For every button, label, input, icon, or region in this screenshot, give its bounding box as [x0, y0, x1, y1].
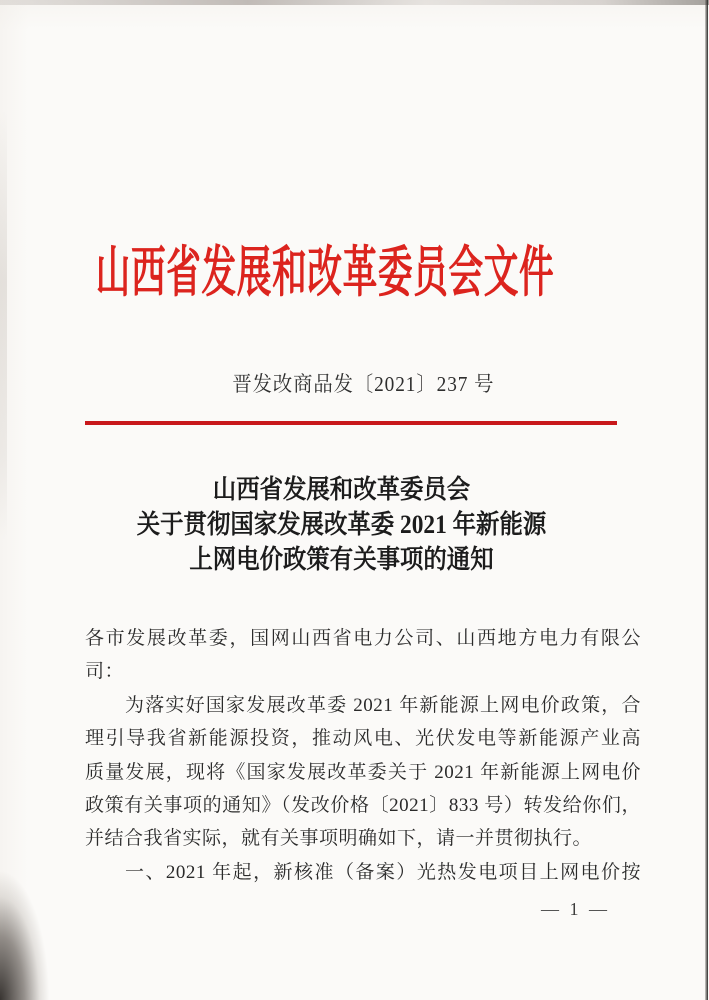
- body-line: 理引导我省新能源投资，推动风电、光伏发电等新能源产业高: [85, 728, 641, 750]
- red-divider-rule: [85, 421, 617, 425]
- body-line: 质量发展，现将《国家发展改革委关于 2021 年新能源上网电价: [85, 761, 641, 783]
- document-title: [0, 472, 696, 577]
- document-title-lines: [137, 472, 547, 577]
- document-number: [9, 371, 709, 397]
- scan-top-edge-artifact: [0, 0, 709, 5]
- body-line: 政策有关事项的通知》（发改价格〔2021〕833 号）转发给你们，: [85, 794, 641, 816]
- body-line: 各市发展改革委，国网山西省电力公司、山西地方电力有限公: [85, 628, 641, 649]
- body-line: 一、2021 年起，新核准（备案）光热发电项目上网电价按: [125, 861, 641, 883]
- body-line: 司：: [85, 661, 125, 683]
- document-title-line-2: 关于贯彻国家发展改革委 2021 年新能源: [136, 510, 547, 539]
- letterhead-title-text: 山西省发展和改革委员会文件: [95, 242, 555, 303]
- document-number-text: 晋发改商品发〔2021〕237 号: [232, 372, 495, 396]
- letterhead-title: [0, 243, 670, 303]
- body-line: 为落实好国家发展改革委 2021 年新能源上网电价政策，合: [125, 694, 641, 716]
- body-text: [85, 622, 641, 889]
- scan-corner-shadow-artifact: [0, 840, 58, 1000]
- scan-right-edge-artifact: [705, 0, 708, 1000]
- document-title-line-3: 上网电价政策有关事项的通知: [189, 545, 494, 574]
- body-line: 并结合我省实际，就有关事项明确如下，请一并贯彻执行。: [85, 828, 593, 850]
- page-number: — 1 —: [541, 899, 610, 919]
- document-title-line-1: 山西省发展和改革委员会: [212, 475, 471, 504]
